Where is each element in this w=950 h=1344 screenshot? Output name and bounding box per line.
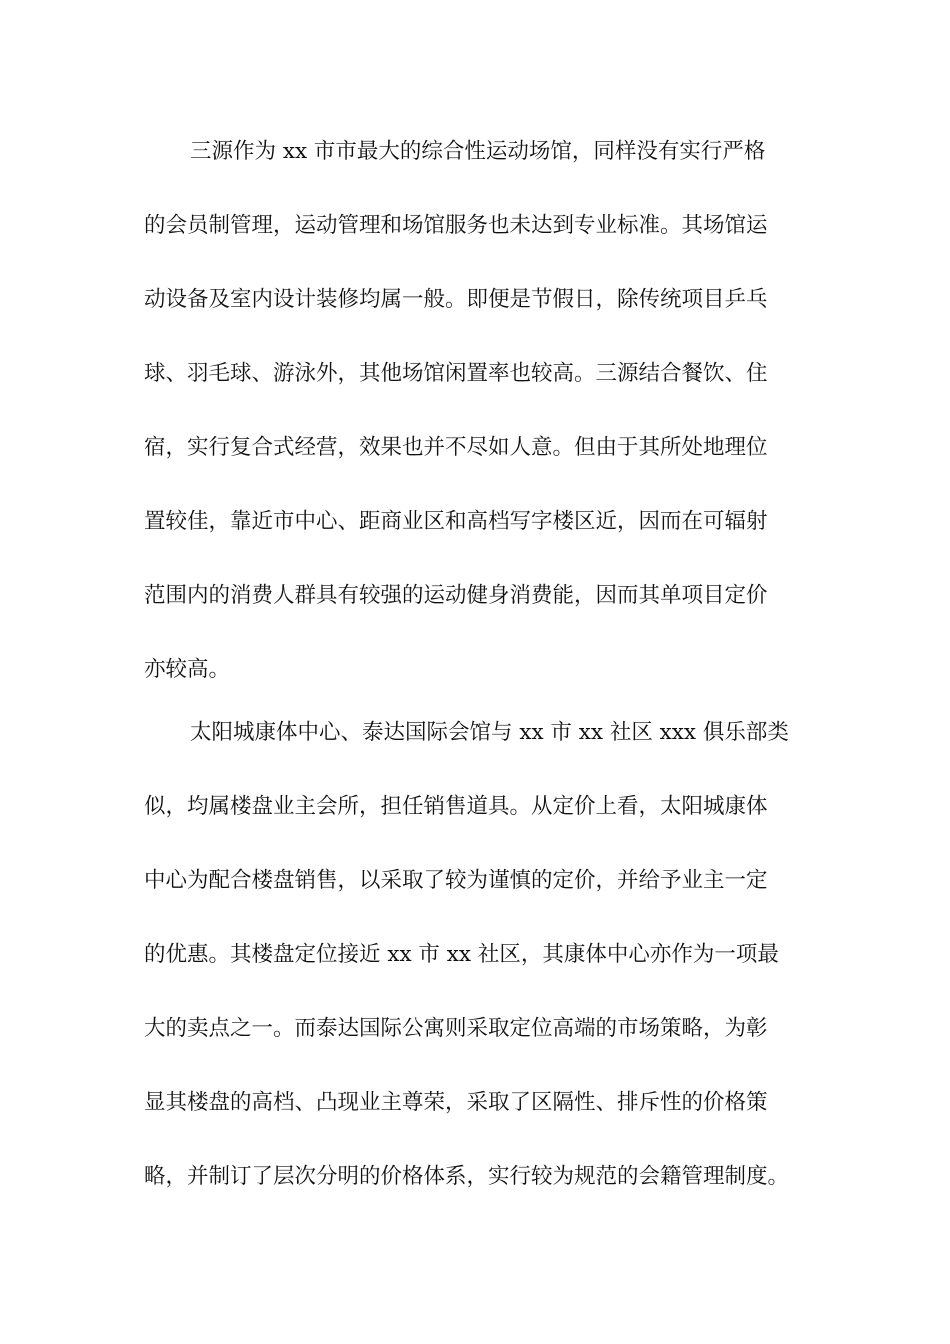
text-line: 的会员制管理，运动管理和场馆服务也未达到专业标准。其场馆运 bbox=[144, 213, 768, 238]
text-line: 亦较高。 bbox=[144, 657, 231, 682]
text-line: 显其楼盘的高档、凸现业主尊荣，采取了区隔性、排斥性的价格策 bbox=[144, 1090, 768, 1115]
text-line: 球、羽毛球、游泳外，其他场馆闲置率也较高。三源结合餐饮、住 bbox=[144, 361, 768, 386]
text-line: 的优惠。其楼盘定位接近 xx 市 xx 社区，其康体中心亦作为一项最 bbox=[144, 942, 779, 967]
text-line: 中心为配合楼盘销售，以采取了较为谨慎的定价，并给予业主一定 bbox=[144, 868, 768, 893]
text-line: 三源作为 xx 市市最大的综合性运动场馆，同样没有实行严格 bbox=[190, 139, 766, 164]
text-line: 宿，实行复合式经营，效果也并不尽如人意。但由于其所处地理位 bbox=[144, 435, 768, 460]
text-line: 动设备及室内设计装修均属一般。即便是节假日，除传统项目乒乓 bbox=[144, 287, 768, 312]
text-line: 置较佳，靠近市中心、距商业区和高档写字楼区近，因而在可辐射 bbox=[144, 509, 768, 534]
text-line: 略，并制订了层次分明的价格体系，实行较为规范的会籍管理制度。 bbox=[144, 1164, 790, 1189]
text-line: 大的卖点之一。而泰达国际公寓则采取定位高端的市场策略，为彰 bbox=[144, 1016, 768, 1041]
text-line: 似，均属楼盘业主会所，担任销售道具。从定价上看，太阳城康体 bbox=[144, 794, 768, 819]
text-line: 太阳城康体中心、泰达国际会馆与 xx 市 xx 社区 xxx 俱乐部类 bbox=[190, 720, 789, 745]
text-line: 范围内的消费人群具有较强的运动健身消费能，因而其单项目定价 bbox=[144, 583, 768, 608]
